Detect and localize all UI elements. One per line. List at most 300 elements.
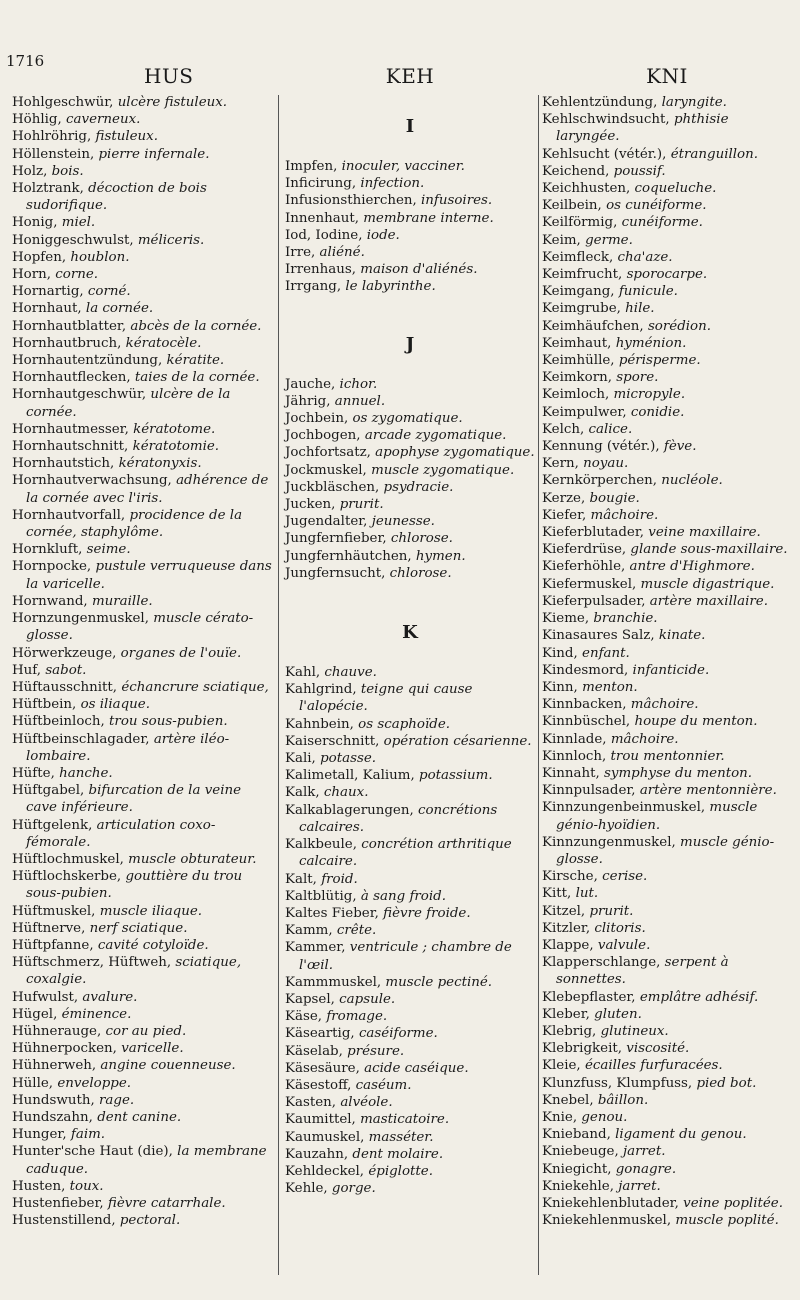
translation: maison d'aliénés. <box>360 262 478 278</box>
translation: inoculer, vacciner. <box>341 159 465 174</box>
headword: Klebrig, <box>542 1023 597 1039</box>
translation: chlorose. <box>390 531 453 547</box>
translation: germe. <box>585 232 633 248</box>
dictionary-entry <box>12 352 274 369</box>
headword: Kammmuskel, <box>285 974 382 990</box>
headword: Kehldeckel, <box>285 1163 365 1179</box>
dictionary-entry <box>542 197 792 214</box>
translation: la membrane caduque. <box>26 1144 267 1177</box>
headword: Hohlröhrig, <box>12 129 92 145</box>
translation: chaux. <box>323 785 369 801</box>
headword: Kinnbüschel, <box>542 714 631 730</box>
dictionary-entry <box>542 885 792 902</box>
dictionary-entry <box>542 937 792 954</box>
dictionary-entry <box>285 1163 535 1180</box>
translation: acide caséique. <box>364 1060 469 1076</box>
translation: os iliaque. <box>80 697 150 713</box>
dictionary-entry <box>542 1195 792 1212</box>
dictionary-entry <box>542 283 792 300</box>
translation: capsule. <box>339 991 396 1007</box>
dictionary-entry <box>285 1025 535 1042</box>
headword: Hüftausschnitt, <box>12 679 118 695</box>
headword: Kiefermuskel, <box>542 576 637 592</box>
dictionary-entry <box>285 393 535 410</box>
headword: Höhlig, <box>12 112 62 128</box>
translation: hyménion. <box>615 335 687 351</box>
translation: prurit. <box>339 497 384 513</box>
translation: os scaphoïde. <box>358 716 451 732</box>
headword: Hunger, <box>12 1127 67 1143</box>
headword: Hornhautmesser, <box>12 421 129 437</box>
headword: Kehlsucht (vétér.), <box>542 146 667 162</box>
dictionary-entry <box>12 1178 274 1195</box>
translation: artère maxillaire. <box>649 593 768 609</box>
dictionary-entry <box>285 750 535 767</box>
translation: hile. <box>625 301 655 317</box>
dictionary-entry <box>285 427 535 444</box>
headword: Keimhaut, <box>542 335 612 351</box>
translation: mâchoire. <box>630 697 699 713</box>
headword: Knie, <box>542 1109 578 1125</box>
dictionary-entry <box>542 472 792 489</box>
headword: Kehle, <box>285 1181 328 1197</box>
section-letter: I <box>405 116 415 137</box>
headword: Keim, <box>542 232 581 248</box>
headword: Keimpulwer, <box>542 404 627 420</box>
translation: périsperme. <box>618 353 701 369</box>
headword: Iod, Iodine, <box>285 227 363 243</box>
dictionary-entry <box>542 954 792 988</box>
headword: Kaiserschnitt, <box>285 733 380 749</box>
dictionary-entry <box>285 1060 535 1077</box>
translation: fromage. <box>326 1009 388 1025</box>
headword: Klappe, <box>542 937 594 953</box>
headword: Jungfernhäutchen, <box>285 548 412 564</box>
dictionary-entry <box>12 232 274 249</box>
translation: muscle pectiné. <box>385 974 493 990</box>
dictionary-entry <box>12 662 274 679</box>
dictionary-entry <box>12 731 274 765</box>
translation: artère iléo-lombaire. <box>26 731 230 764</box>
headword: Hüftbeinschlagader, <box>12 731 150 747</box>
translation: caséum. <box>355 1077 412 1093</box>
headword: Kinnloch, <box>542 748 607 764</box>
headword: Keimgrube, <box>542 301 621 317</box>
translation: alvéole. <box>340 1095 393 1111</box>
headword: Kalt, <box>285 871 317 887</box>
dictionary-entry <box>12 954 274 988</box>
translation: chauve. <box>324 665 377 681</box>
translation: houpe du menton. <box>634 714 758 730</box>
entry-list <box>285 664 535 1197</box>
translation: laryngite. <box>661 95 727 110</box>
dictionary-entry <box>285 261 535 278</box>
translation: menton. <box>582 679 638 695</box>
headword: Infusionsthierchen, <box>285 193 417 209</box>
headword: Klapperschlange, <box>542 955 661 971</box>
dictionary-entry <box>542 335 792 352</box>
headword: Hornhautverwachsung, <box>12 473 172 489</box>
headword: Kinnzungenmuskel, <box>542 834 676 850</box>
translation: clitoris. <box>594 920 646 936</box>
translation: corne. <box>55 267 99 283</box>
translation: potassium. <box>419 768 493 784</box>
translation: adhérence de la cornée avec l'iris. <box>26 473 269 506</box>
dictionary-entry <box>542 507 792 524</box>
headword: Irrenhaus, <box>285 262 357 278</box>
dictionary-entry <box>542 748 792 765</box>
translation: spore. <box>616 370 659 386</box>
dictionary-entry <box>285 905 535 922</box>
headword: Kamm, <box>285 923 333 939</box>
translation: caverneux. <box>66 112 141 128</box>
headword: Keichend, <box>542 163 610 179</box>
dictionary-entry <box>285 1111 535 1128</box>
translation: prurit. <box>589 903 634 919</box>
translation: cerise. <box>602 869 648 885</box>
translation: os cunéiforme. <box>606 198 707 214</box>
headword: Hüfte, <box>12 765 55 781</box>
headword: Hornhautentzündung, <box>12 353 163 369</box>
translation: phthisie laryngée. <box>556 112 729 145</box>
translation: fièvre catarrhale. <box>107 1196 226 1211</box>
headword: Jauche, <box>285 376 336 392</box>
headword: Kieferhöhle, <box>542 559 626 575</box>
translation: varicelle. <box>121 1041 184 1057</box>
dictionary-entry <box>285 802 535 836</box>
headword: Hundswuth, <box>12 1092 95 1108</box>
dictionary-entry <box>285 158 535 175</box>
headword: Kauzahn, <box>285 1146 349 1162</box>
dictionary-entry <box>542 1006 792 1023</box>
dictionary-entry <box>12 214 274 231</box>
dictionary-entry <box>285 548 535 565</box>
headword: Kiefer, <box>542 507 587 523</box>
headword: Kernkörperchen, <box>542 473 657 489</box>
dictionary-entry <box>285 888 535 905</box>
dictionary-entry <box>285 530 535 547</box>
dictionary-entry <box>542 593 792 610</box>
translation: bâillon. <box>597 1092 649 1108</box>
translation: la cornée. <box>85 301 154 317</box>
translation: houblon. <box>70 249 130 265</box>
dictionary-entry <box>12 782 274 816</box>
headword: Jochbogen, <box>285 428 361 444</box>
headword: Hornhaut, <box>12 301 82 317</box>
dictionary-entry <box>285 871 535 888</box>
headword: Kitzler, <box>542 920 591 936</box>
dictionary-entry <box>285 479 535 496</box>
column-divider <box>278 95 279 1275</box>
headword: Keimloch, <box>542 387 610 403</box>
headword: Kinnaht, <box>542 765 600 781</box>
dictionary-entry <box>285 716 535 733</box>
headword: Keimhäufchen, <box>542 318 644 334</box>
headword: Hornhautgeschwür, <box>12 387 147 403</box>
column-divider <box>538 95 539 1275</box>
headword: Klebrigkeit, <box>542 1041 622 1057</box>
headword: Kniekehlenmuskel, <box>542 1213 672 1229</box>
dictionary-entry <box>542 1178 792 1195</box>
headword: Keimhülle, <box>542 353 615 369</box>
translation: veine poplitée. <box>683 1196 783 1211</box>
dictionary-entry <box>542 989 792 1006</box>
translation: ventricule ; chambre de l'œil. <box>299 940 512 973</box>
translation: échancrure sciatique, <box>121 679 269 695</box>
dictionary-entry <box>285 565 535 582</box>
translation: annuel. <box>334 393 386 409</box>
headword: Jochfortsatz, <box>285 445 371 461</box>
dictionary-entry <box>542 524 792 541</box>
dictionary-entry <box>285 733 535 750</box>
headword: Kammer, <box>285 940 346 956</box>
headword: Kniegicht, <box>542 1161 612 1177</box>
dictionary-entry <box>12 1075 274 1092</box>
dictionary-entry <box>285 244 535 261</box>
headword: Hülle, <box>12 1075 54 1091</box>
headword: Hüftpfanne, <box>12 937 94 953</box>
dictionary-entry <box>542 1109 792 1126</box>
dictionary-entry <box>12 146 274 163</box>
headword: Hüftbein, <box>12 697 77 713</box>
section-letter: J <box>405 333 415 355</box>
dictionary-entry <box>542 232 792 249</box>
headword: Käseartig, <box>285 1026 355 1042</box>
dictionary-entry <box>542 868 792 885</box>
translation: jarret. <box>622 1144 666 1160</box>
translation: fistuleux. <box>95 129 158 145</box>
dictionary-entry <box>542 111 792 145</box>
dictionary-entry <box>285 1129 535 1146</box>
dictionary-entry <box>542 369 792 386</box>
dictionary-entry <box>542 266 792 283</box>
headword: Huf, <box>12 662 42 678</box>
translation: cavité cotyloïde. <box>97 937 209 953</box>
dictionary-entry <box>12 335 274 352</box>
dictionary-entry <box>542 799 792 833</box>
translation: muscle poplité. <box>675 1213 779 1229</box>
translation: mâchoire. <box>610 731 679 747</box>
headword: Knebel, <box>542 1092 594 1108</box>
headword: Klunzfuss, Klumpfuss, <box>542 1075 693 1091</box>
translation: ichor. <box>339 376 378 392</box>
dictionary-entry <box>12 920 274 937</box>
dictionary-entry <box>542 490 792 507</box>
dictionary-entry <box>12 541 274 558</box>
dictionary-entry <box>542 1212 792 1229</box>
dictionary-entry <box>542 1092 792 1109</box>
translation: bougie. <box>589 490 640 506</box>
headword: Kelch, <box>542 421 585 437</box>
dictionary-entry <box>542 1143 792 1160</box>
headword: Kinnpulsader, <box>542 783 636 799</box>
translation: emplâtre adhésif. <box>639 989 759 1005</box>
translation: bois. <box>51 163 84 179</box>
translation: aliéné. <box>319 245 365 261</box>
headword: Jockmuskel, <box>285 462 367 478</box>
dictionary-entry <box>12 283 274 300</box>
headword: Hornwand, <box>12 593 88 609</box>
headword: Hornartig, <box>12 284 84 300</box>
headword: Irre, <box>285 245 316 261</box>
headword: Holztrank, <box>12 181 84 197</box>
translation: crête. <box>336 923 377 939</box>
headword: Keimgang, <box>542 284 615 300</box>
headword: Holz, <box>12 163 48 179</box>
translation: muscle iliaque. <box>99 903 203 919</box>
translation: muscle cérato-glosse. <box>26 611 254 644</box>
dictionary-entry <box>12 1040 274 1057</box>
translation: kinate. <box>658 628 706 644</box>
dictionary-entry <box>285 1008 535 1025</box>
translation: hymen. <box>415 548 466 564</box>
translation: articulation coxo-fémorale. <box>26 817 216 850</box>
headword: Kinnlade, <box>542 731 607 747</box>
dictionary-entry <box>285 939 535 973</box>
dictionary-entry <box>542 834 792 868</box>
dictionary-entry <box>542 1126 792 1143</box>
dictionary-entry <box>12 713 274 730</box>
translation: kératocèle. <box>125 335 202 351</box>
translation: pustule verruqueuse dans la varicelle. <box>26 559 272 592</box>
dictionary-entry <box>542 214 792 231</box>
dictionary-entry <box>285 1180 535 1197</box>
dictionary-entry <box>542 421 792 438</box>
headword: Kalk, <box>285 785 320 801</box>
dictionary-entry <box>12 903 274 920</box>
translation: enfant. <box>582 645 630 661</box>
dictionary-entry <box>542 146 792 163</box>
dictionary-entry <box>285 974 535 991</box>
translation: procidence de la cornée, staphylôme. <box>26 507 243 541</box>
translation: fève. <box>663 439 697 455</box>
translation: le labyrinthe. <box>345 279 436 295</box>
translation: gluten. <box>594 1006 642 1022</box>
translation: faim. <box>70 1127 106 1143</box>
translation: serpent à sonnettes. <box>556 955 729 988</box>
dictionary-entry <box>542 696 792 713</box>
translation: noyau. <box>583 456 629 472</box>
headword: Kleber, <box>542 1006 590 1022</box>
headword: Hornhautblatter, <box>12 318 127 334</box>
headword: Inficirung, <box>285 176 357 192</box>
headword: Kindesmord, <box>542 662 629 678</box>
dictionary-entry <box>542 610 792 627</box>
translation: bifurcation de la veine cave inférieure. <box>26 783 242 816</box>
translation: funicule. <box>618 284 678 300</box>
translation: branchie. <box>593 611 658 627</box>
translation: lut. <box>575 886 599 902</box>
headword: Jungfernfieber, <box>285 531 387 547</box>
translation: ulcère fistuleux. <box>117 95 228 110</box>
translation: ligament du genou. <box>615 1127 747 1143</box>
translation: glutineux. <box>600 1023 669 1039</box>
headword: Hustenfieber, <box>12 1196 104 1211</box>
translation: kératonyxis. <box>118 456 202 472</box>
headword: Kalkbeule, <box>285 837 357 853</box>
translation: kératite. <box>166 353 225 369</box>
dictionary-entry <box>12 180 274 214</box>
headword: Käse, <box>285 1009 323 1025</box>
headword: Hüftgabel, <box>12 783 85 799</box>
headword: Juckbläschen, <box>285 479 380 495</box>
headword: Käsestoff, <box>285 1077 352 1093</box>
translation: muscle obturateur. <box>128 851 257 867</box>
translation: conidie. <box>630 404 685 420</box>
headword: Hornhautstich, <box>12 456 115 472</box>
dictionary-entry <box>542 731 792 748</box>
dictionary-entry <box>285 991 535 1008</box>
translation: trou sous-pubien. <box>109 714 228 730</box>
dictionary-entry <box>285 1094 535 1111</box>
entry-list <box>542 94 792 1229</box>
entry-list <box>285 158 535 296</box>
dictionary-entry <box>12 1143 274 1177</box>
headword: Kahlgrind, <box>285 682 357 698</box>
translation: masticatoire. <box>360 1112 450 1128</box>
translation: jarret. <box>618 1178 661 1194</box>
dictionary-entry <box>12 266 274 283</box>
dictionary-entry <box>12 645 274 662</box>
dictionary-entry <box>12 1023 274 1040</box>
translation: épiglotte. <box>368 1163 433 1179</box>
headword: Kapsel, <box>285 991 335 1007</box>
headword: Innenhaut, <box>285 210 359 226</box>
translation: sciatique, coxalgie. <box>26 955 242 988</box>
dictionary-entry <box>285 513 535 530</box>
translation: muscle digastrique. <box>640 576 775 592</box>
dictionary-entry <box>542 679 792 696</box>
translation: caséiforme. <box>358 1026 438 1042</box>
translation: nucléole. <box>661 473 723 489</box>
translation: trou mentonnier. <box>610 748 725 764</box>
headword: Keilförmig, <box>542 215 618 231</box>
dictionary-entry <box>542 1057 792 1074</box>
headword: Hornkluft, <box>12 542 83 558</box>
headword: Keimkorn, <box>542 370 613 386</box>
headword: Hunter'sche Haut (die), <box>12 1144 173 1160</box>
headword: Hüftbeinloch, <box>12 714 105 730</box>
dictionary-entry <box>285 410 535 427</box>
dictionary-entry <box>12 868 274 902</box>
headword: Hornpocke, <box>12 559 92 575</box>
dictionary-entry <box>12 94 274 111</box>
translation: corné. <box>87 284 131 300</box>
dictionary-entry <box>285 1146 535 1163</box>
translation: dent canine. <box>97 1109 182 1125</box>
headword: Keilbein, <box>542 198 602 214</box>
translation: organes de l'ouïe. <box>120 645 242 661</box>
dictionary-entry <box>12 937 274 954</box>
dictionary-entry <box>542 576 792 593</box>
translation: calice. <box>588 421 633 437</box>
translation: veine maxillaire. <box>648 525 761 541</box>
dictionary-entry <box>12 696 274 713</box>
headword: Hornzungenmuskel, <box>12 611 149 627</box>
headword: Kitzel, <box>542 903 586 919</box>
translation: sorédion. <box>647 318 711 334</box>
headword: Kasten, <box>285 1095 337 1111</box>
translation: iode. <box>366 227 400 243</box>
headword: Jochbein, <box>285 411 349 427</box>
translation: infanticide. <box>632 662 710 678</box>
translation: pierre infernale. <box>98 146 210 162</box>
dictionary-entry <box>542 1075 792 1092</box>
dictionary-entry <box>542 300 792 317</box>
translation: ulcère de la cornée. <box>26 387 231 420</box>
dictionary-entry <box>12 369 274 386</box>
headword: Kinasaures Salz, <box>542 628 655 644</box>
